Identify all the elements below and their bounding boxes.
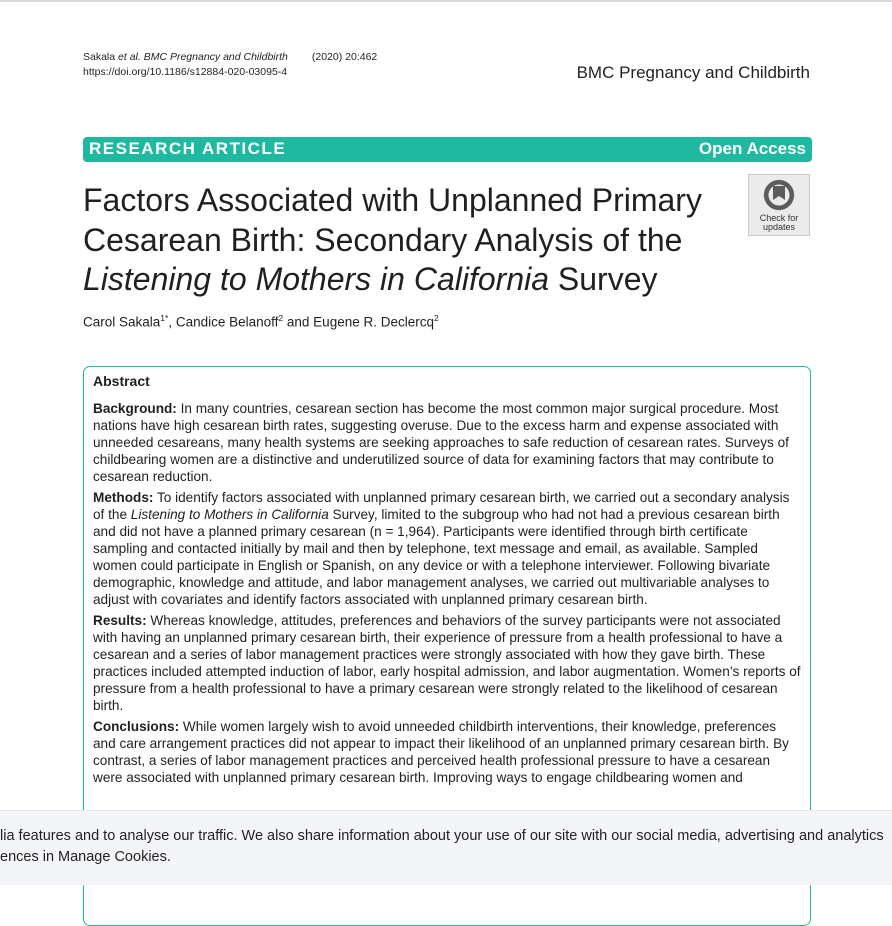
abstract-conclusions — [93, 718, 802, 786]
article-type-banner — [83, 137, 812, 162]
cookie-text-line1: lia features and to analyse our traffic. We also share information about your use of our site with our social media, advertising and analytics — [0, 828, 884, 844]
check-for-updates-label — [749, 214, 809, 232]
section-text: Whereas knowledge, attitudes, preferences and behaviors of the survey participants were not associated with having an unplanned primary cesarean birth, their experience of pressure from a health professional to have a cesarean and a series of labor management practices were strongly associated with how they gave birth. These practices included attempted induction of labor, early hospital admission, and labor augmentation. Women’s reports of pressure from a health professional to have a primary cesarean were strongly related to the likelihood of cesarean birth. — [93, 613, 801, 713]
journal-name: BMC Pregnancy and Childbirth — [576, 63, 810, 82]
top-divider — [0, 0, 892, 2]
citation-line — [83, 50, 377, 65]
citation-authors: Sakala — [83, 51, 119, 63]
title-text: Factors Associated with Unplanned Primary Cesarean Birth: Secondary Analysis of the — [83, 182, 702, 258]
author-affiliation: 2 — [278, 313, 284, 323]
article-type-label: RESEARCH ARTICLE — [89, 139, 287, 158]
author-affiliation: 1* — [160, 313, 169, 323]
section-italic: Listening to Mothers in California — [130, 507, 329, 522]
check-for-updates-button[interactable] — [748, 174, 810, 236]
badge-line2: updates — [762, 222, 796, 232]
abstract-heading: Abstract — [93, 373, 150, 389]
doi-link[interactable]: https://doi.org/10.1186/s12884-020-03095-4 — [83, 66, 288, 78]
author-name[interactable]: Carol Sakala — [83, 314, 161, 330]
cookie-banner — [0, 810, 892, 885]
section-text: In many countries, cesarean section has become the most common major surgical procedure. Most nations have high cesarean birth rates, suggesting overuse. Due to the excess harm and expense associated with unneeded cesareans, many health systems are seeking approaches to safe reduction of cesarean rates. Surveys of childbearing women are a distinctive and underutilized source of data for examining factors that may contribute to cesarean reduction. — [93, 401, 789, 484]
section-label: Results: — [93, 613, 147, 628]
abstract-background — [93, 400, 802, 485]
section-text: To identify factors associated with unplanned primary cesarean birth, we carried out a secondary analysis of the — [93, 490, 790, 522]
abstract-body — [93, 400, 802, 790]
cookie-text-line2: ences in Manage Cookies. — [0, 849, 171, 865]
crossmark-icon — [763, 178, 795, 212]
section-label: Methods: — [93, 490, 154, 505]
article-title — [83, 181, 733, 300]
title-text-end: Survey — [549, 261, 658, 297]
section-text: Survey, limited to the subgroup who had not had a previous cesarean birth and did not have a planned primary cesarean (n = 1,964). Participants were identified through birth certificate sampling and contacted initially by mail and then by telephone, text message and email, as available. Sampled women could participate in English or Spanish, on any device or with a telephone interviewer. Following bivariate demographic, knowledge and attitude, and labor management analyses, we carried out multivariable analyses to adjust with covariates and identify factors associated with unplanned primary cesarean birth. — [93, 507, 780, 607]
title-italic: Listening to Mothers in California — [83, 261, 550, 297]
author-name[interactable]: and Eugene R. Declercq — [283, 314, 434, 330]
open-access-label: Open Access — [698, 139, 806, 158]
abstract-results — [93, 612, 802, 714]
section-label: Conclusions: — [93, 719, 180, 734]
author-list — [83, 313, 439, 330]
citation — [83, 50, 377, 80]
abstract-methods — [93, 489, 802, 608]
author-name[interactable]: , Candice Belanoff — [168, 314, 279, 330]
section-label: Background: — [93, 401, 177, 416]
section-text: While women largely wish to avoid unneeded childbirth interventions, their knowledge, preferences and care arrangement practices did not appear to impact their likelihood of an unplanned primary cesarean birth. By contrast, a series of labor management practices and perceived health professional pressure to have a cesarean were associated with unplanned primary cesarean birth. Improving ways to engage childbearing women and — [93, 719, 789, 785]
badge-line1: Check for — [759, 213, 799, 223]
citation-journal: et al. BMC Pregnancy and Childbirth — [118, 51, 288, 63]
author-affiliation: 2 — [434, 313, 439, 323]
citation-year: (2020) 20:462 — [311, 51, 378, 63]
